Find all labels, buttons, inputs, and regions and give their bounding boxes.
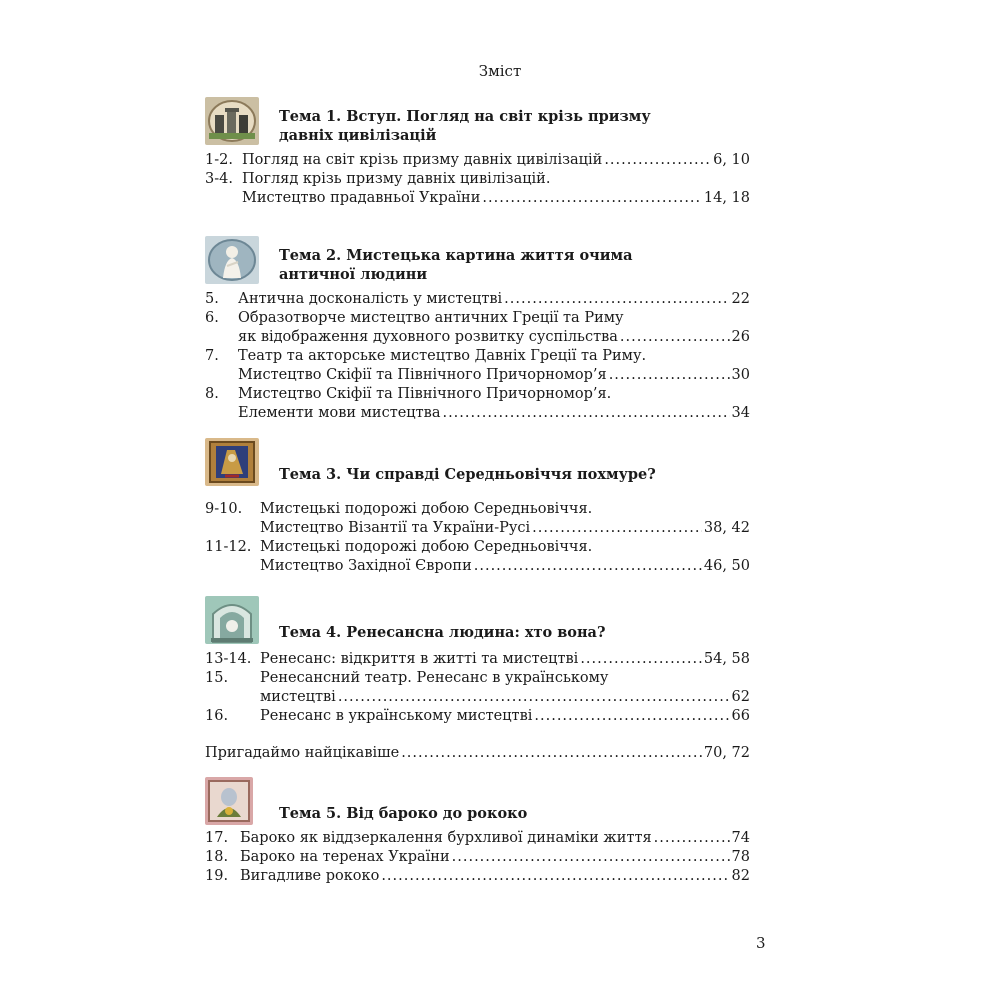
page-ref: 62	[731, 689, 750, 705]
toc-entry[interactable]: 11-12. Мистецькі подорожі добою Середньовіччя. Мистецтво Західної Європи ..... 46, 50	[205, 538, 750, 576]
page-ref: 22	[731, 291, 750, 307]
toc-entry[interactable]: 17. Бароко як віддзеркалення бурхливої динаміки життя ..... 74	[205, 829, 750, 848]
topic-heading: Тема 3. Чи справді Середньовіччя похмуре?	[279, 466, 656, 483]
toc-entry[interactable]: 6. Образотворче мистецтво античних Греції та Риму як відображення духовного розвитку суспільства ..... 26	[205, 309, 750, 347]
medieval-manuscript-icon	[205, 438, 259, 486]
page-ref: 46, 50	[703, 558, 750, 574]
toc-entry[interactable]: 3-4. Погляд крізь призму давніх цивілізацій. Мистецтво прадавньої України ..... 14, 18	[205, 170, 750, 208]
stonehenge-icon	[205, 97, 259, 145]
toc-entry[interactable]: 9-10. Мистецькі подорожі добою Середньовіччя. Мистецтво Візантії та України-Русі ..... 38, 42	[205, 500, 750, 538]
recap-entry[interactable]: Пригадаймо найцікавіше ..... 70, 72	[205, 744, 750, 763]
page-ref: 34	[731, 405, 750, 421]
topic-heading: Тема 1. Вступ. Погляд на світ крізь призму давніх цивілізацій	[279, 108, 651, 144]
page-ref: 54, 58	[703, 651, 750, 667]
toc-entry[interactable]: 19. Вигадливе рококо ..... 82	[205, 867, 750, 886]
toc-entry[interactable]: 8. Мистецтво Скіфії та Північного Причорномор’я. Елементи мови мистецтва ..... 34	[205, 385, 750, 423]
page-ref: 6, 10	[713, 152, 750, 168]
page-ref: 14, 18	[703, 190, 750, 206]
page-ref: 74	[731, 830, 750, 846]
page-number: 3	[756, 934, 766, 952]
toc-entry[interactable]: 1-2. Погляд на світ крізь призму давніх цивілізацій ..... 6, 10	[205, 151, 750, 170]
page-title: Зміст	[478, 62, 522, 80]
topic-section-2	[205, 236, 750, 423]
toc-entry[interactable]: 16. Ренесанс в українському мистецтві ..... 66	[205, 707, 750, 726]
topic-section-1	[205, 97, 750, 208]
toc-entry[interactable]: 15. Ренесансний театр. Ренесанс в українському мистецтві ..... 62	[205, 669, 750, 707]
baroque-painting-icon	[205, 777, 253, 825]
page-ref: 30	[731, 367, 750, 383]
page-ref: 78	[731, 849, 750, 865]
page-ref: 26	[731, 329, 750, 345]
topic-heading: Тема 5. Від бароко до рококо	[279, 805, 528, 822]
topic-heading: Тема 4. Ренесансна людина: хто вона?	[279, 624, 606, 641]
page-ref: 70, 72	[703, 745, 750, 761]
toc-entry[interactable]: 18. Бароко на теренах України ..... 78	[205, 848, 750, 867]
topic-section-5	[205, 777, 750, 886]
antique-statue-icon	[205, 236, 259, 284]
topic-heading: Тема 2. Мистецька картина життя очима античної людини	[279, 247, 633, 283]
page-ref: 66	[731, 708, 750, 724]
toc-entry[interactable]: 5. Антична досконалість у мистецтві ..... 22	[205, 290, 750, 309]
toc-entry[interactable]: 7. Театр та акторське мистецтво Давніх Греції та Риму. Мистецтво Скіфії та Північного Причорномор’я ..... 30	[205, 347, 750, 385]
topic-section-4	[205, 596, 750, 726]
page-ref: 82	[731, 868, 750, 884]
renaissance-arch-icon	[205, 596, 259, 644]
topic-section-3	[205, 438, 750, 576]
page-ref: 38, 42	[703, 520, 750, 536]
toc-entry[interactable]: 13-14. Ренесанс: відкриття в житті та мистецтві ..... 54, 58	[205, 650, 750, 669]
